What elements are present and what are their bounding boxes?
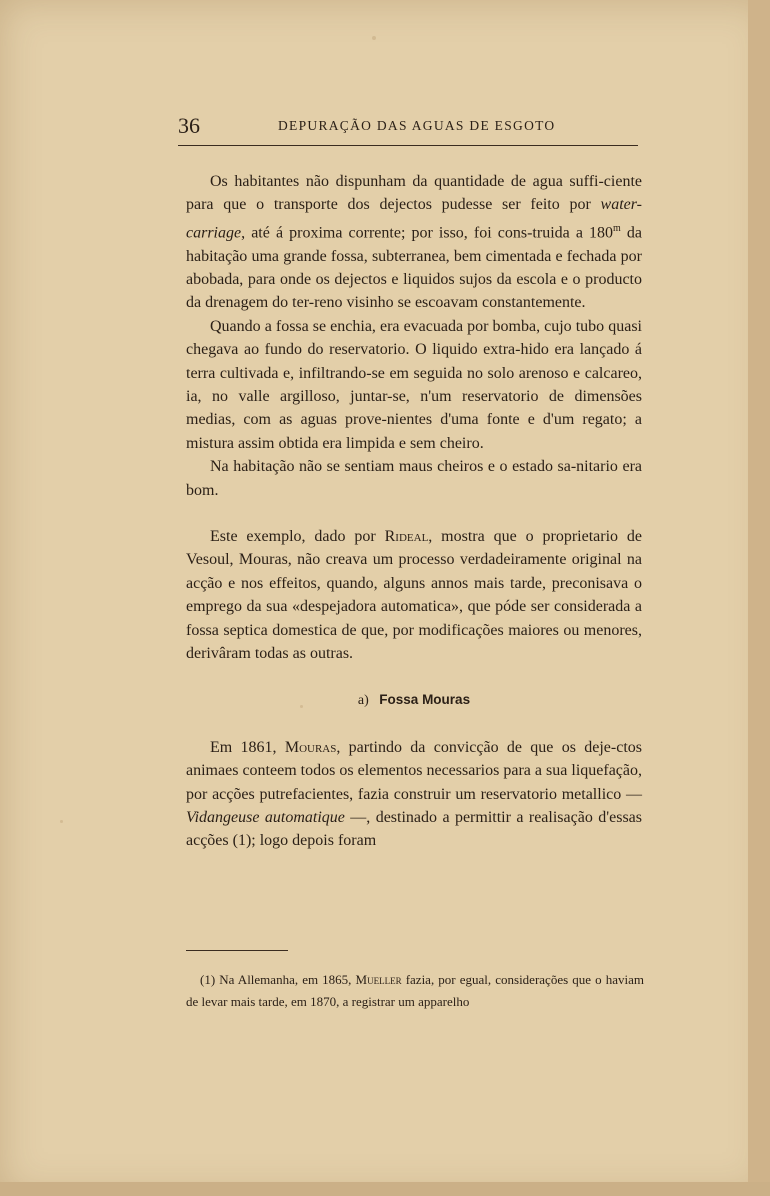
italic-term: Vidangeuse automatique xyxy=(186,809,345,827)
paragraph xyxy=(186,170,642,315)
text-run: , mostra que o proprietario de Vesoul, Mouras, não creava um processo verdadeiramente original na acção e nos effeitos, quando, alguns annos mais tarde, preconisava o emprego da sua «despejadora automatica», que póde ser considerada a fossa septica domestica de que, por modificações maiores ou menores, derivâram todas as outras. xyxy=(186,528,642,663)
text-run: (1) Na Allemanha, em 1865, xyxy=(200,972,356,987)
paragraph xyxy=(186,736,642,853)
text-run: Este exemplo, dado por xyxy=(210,528,385,546)
section-heading xyxy=(186,688,642,712)
paragraph: Quando a fossa se enchia, era evacuada por bomba, cujo tubo quasi chegava ao fundo do reservatorio. O liquido extra-hido era lançado á terra cultivada e, infiltrando-se em seguida no solo arenoso e calcareo, ia, no valle argilloso, juntar-se, n'um reservatorio de dimensões medias, com as aguas prove-nientes d'uma fonte e d'um regato; a mistura assim obtida era limpida e sem cheiro. xyxy=(186,317,642,452)
paragraph: Na habitação não se sentiam maus cheiros e o estado sa-nitario era bom. xyxy=(186,458,642,499)
text-run: , até á proxima corrente; por isso, foi cons-truida a 180 xyxy=(241,224,614,242)
paragraph-gap xyxy=(186,713,642,736)
paper-spot xyxy=(372,36,376,40)
section-title: Fossa Mouras xyxy=(379,692,471,708)
page-number: 36 xyxy=(178,113,200,138)
header-rule xyxy=(178,145,638,146)
text-run: fazia, por egual, considerações que o haviam de levar mais tarde, em 1870, a registrar um apparelho xyxy=(186,972,644,1009)
body-text xyxy=(186,170,642,853)
paragraph xyxy=(186,525,642,665)
text-run: Os habitantes não dispunham da quantidade de agua suffi-ciente para que o transporte dos dejectos pudesse ser feito por xyxy=(186,173,642,214)
author-name: Mueller xyxy=(355,972,402,987)
author-name: Mouras xyxy=(284,738,337,756)
text-run: da habitação uma grande fossa, subterranea, bem cimentada e fechada por abobada, para onde os dejectos e liquidos sujos da escola e o producto da drenagem do ter-reno visinho se escoavam constantemente. xyxy=(186,224,643,312)
footnote-rule xyxy=(186,950,288,951)
text-run: —, destinado a permittir a realisação d'essas acções (1); logo depois foram xyxy=(186,809,642,850)
italic-term: water-carriage xyxy=(186,196,642,242)
running-title: DEPURAÇÃO DAS AGUAS DE ESGOTO xyxy=(278,118,556,133)
page-edge-bottom xyxy=(0,1182,770,1196)
footnotes xyxy=(186,969,644,1012)
footnote xyxy=(186,969,644,1012)
paragraph-gap xyxy=(186,665,642,688)
paper-spot xyxy=(60,820,63,823)
page-header xyxy=(178,113,640,143)
author-name: Rideal xyxy=(384,528,429,546)
text-run: , partindo da convicção de que os deje-ctos animaes conteem todos os elementos necessarios para a sua liquefação, por acções putrefacientes, fazia construir um reservatorio metallico — xyxy=(186,738,642,803)
text-run: Em 1861, xyxy=(210,738,285,756)
paragraph-gap xyxy=(186,502,642,525)
page-edge-right xyxy=(748,0,770,1196)
section-label: a) xyxy=(357,693,369,709)
superscript: m xyxy=(613,222,621,234)
